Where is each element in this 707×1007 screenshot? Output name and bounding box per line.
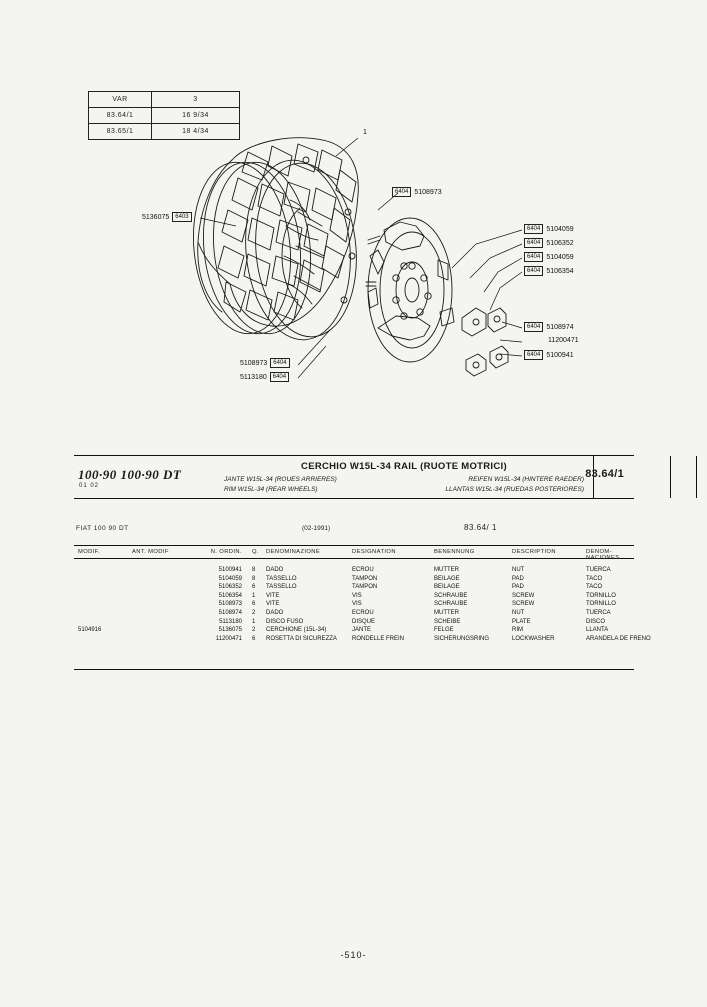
cell-q: 6 <box>252 635 256 642</box>
cell-ordin: 5106354 <box>218 592 242 599</box>
var-row-code: 83.65/1 <box>89 124 152 140</box>
callout-11200471: 11200471 <box>548 337 579 344</box>
var-row-code: 83.64/1 <box>89 108 152 124</box>
title-block <box>74 455 634 499</box>
var-row-value: 18 4/34 <box>152 124 240 140</box>
table-row <box>74 593 634 602</box>
cell-dsc: SCREW <box>512 601 535 608</box>
header-benennung: BENENNUNG <box>434 549 475 555</box>
cell-ordin: 5136075 <box>218 627 242 634</box>
callout-5104059-b: 6404 5104059 <box>524 252 574 262</box>
table-row <box>74 576 634 585</box>
cell-dsc: LOCKWASHER <box>512 635 555 642</box>
header-n-ordin: N. ORDIN. <box>210 549 242 555</box>
assembly-title: CERCHIO W15L-34 RAIL (RUOTE MOTRICI) <box>301 461 507 472</box>
callout-5106352: 6404 5106352 <box>524 238 574 248</box>
cell-q: 1 <box>252 618 256 625</box>
var-header-label: VAR <box>89 92 152 108</box>
cell-den: ROSETTA DI SICUREZZA <box>266 635 337 642</box>
cell-dsc: SCREW <box>512 592 535 599</box>
cell-den: VITE <box>266 592 280 599</box>
cell-modif: 5104916 <box>78 627 102 634</box>
cell-ben: SCHEIBE <box>434 618 461 625</box>
model-subcodes: 01 02 <box>79 483 100 489</box>
table-row <box>74 584 634 593</box>
cell-den: DADO <box>266 609 284 616</box>
cell-ordin: 5104059 <box>218 575 242 582</box>
cell-ordin: 5108974 <box>218 609 242 616</box>
cell-den: TASSELLO <box>266 575 297 582</box>
callout-5100941: 6404 5100941 <box>524 350 574 360</box>
cell-ben: SCHRAUBE <box>434 592 468 599</box>
cell-dsc: PLATE <box>512 618 531 625</box>
cell-des: ECROU <box>352 609 374 616</box>
drawing-svg <box>0 60 707 460</box>
parts-table-header <box>74 545 634 559</box>
cell-q: 8 <box>252 567 256 573</box>
title-block-center <box>224 461 584 495</box>
model-names: 100·90 100·90 DT <box>78 467 182 482</box>
page-number: -510- <box>340 950 367 960</box>
header-denominazione: DENOMINAZIONE <box>266 549 321 555</box>
cell-ben: BEILAGE <box>434 584 460 591</box>
table-row <box>74 635 651 645</box>
cell-dsc: RIM <box>512 627 523 634</box>
header-description: DESCRIPTION <box>512 549 557 555</box>
cell-ben: MUTTER <box>434 609 459 616</box>
cell-q: 2 <box>252 627 256 634</box>
cell-ordin: 5100941 <box>218 567 242 573</box>
cell-den: DISCO FUSO <box>266 618 304 625</box>
cell-dnm: TACO <box>586 584 603 591</box>
cell-ben: SICHERUNGSRING <box>434 635 490 642</box>
cell-dnm: TORNILLO <box>586 592 616 599</box>
technical-drawing <box>0 60 707 460</box>
model-label: FIAT 100 90 DT <box>76 525 129 532</box>
callout-5106354: 6404 5106354 <box>524 266 574 276</box>
table-row <box>74 619 634 628</box>
revision-date: (02-1991) <box>302 525 331 532</box>
cell-dsc: PAD <box>512 584 524 591</box>
header-denominaciones: DENOM-NACIONES <box>586 549 620 561</box>
cell-q: 6 <box>252 601 256 608</box>
cell-q: 6 <box>252 584 256 591</box>
cell-dsc: NUT <box>512 609 525 616</box>
cell-dnm: TACO <box>586 575 603 582</box>
cell-des: TAMPON <box>352 575 378 582</box>
header-ant-modif: ANT. MODIF <box>132 549 169 555</box>
callout-5108974: 6404 5108974 <box>524 322 574 332</box>
cell-ben: SCHRAUBE <box>434 601 468 608</box>
cell-q: 2 <box>252 609 256 616</box>
cell-ben: MUTTER <box>434 567 459 573</box>
table-row <box>74 610 634 619</box>
cell-ordin: 5106352 <box>218 584 242 591</box>
callout-5108973-top: 6404 5108973 <box>392 187 442 197</box>
cell-dnm: ARANDELA DE FRENO <box>586 635 651 642</box>
assembly-title-en: RIM W15L-34 (REAR WHEELS) <box>224 486 318 493</box>
cell-dnm: LLANTA <box>586 627 609 634</box>
callout-5108973-bottom: 5108973 6404 <box>240 358 290 368</box>
assembly-title-fr: JANTE W15L-34 (ROUES ARRIERES) <box>224 476 337 483</box>
parts-table-body <box>74 559 651 670</box>
var-row-value: 16 9/34 <box>152 108 240 124</box>
cell-dsc: PAD <box>512 575 524 582</box>
callout-5136075: 5136075 6403 <box>142 212 192 222</box>
assembly-title-row-2 <box>224 485 584 495</box>
cell-den: VITE <box>266 601 280 608</box>
cell-des: JANTE <box>352 627 372 634</box>
cell-dnm: TUERCA <box>586 567 611 573</box>
cell-des: VIS <box>352 592 362 599</box>
callout-part-1: 1 <box>363 129 367 136</box>
cell-den: DADO <box>266 567 284 573</box>
assembly-title-row-1 <box>224 475 584 485</box>
cell-dnm: TORNILLO <box>586 601 616 608</box>
cell-dnm: TUERCA <box>586 609 611 616</box>
title-block-divider <box>670 456 671 498</box>
cell-des: VIS <box>352 601 362 608</box>
header-designation: DESIGNATION <box>352 549 396 555</box>
cell-ordin: 5113180 <box>219 618 242 625</box>
cell-den: TASSELLO <box>266 584 297 591</box>
cell-q: 8 <box>252 575 256 582</box>
cell-des: RONDELLE FREIN <box>352 635 405 642</box>
table-row <box>74 627 634 636</box>
cell-dnm: DISCO <box>586 618 606 625</box>
assembly-title-de: REIFEN W15L-34 (HINTERE RAEDER) <box>468 476 584 483</box>
title-block-divider <box>696 456 697 498</box>
header-q: Q. <box>252 549 259 555</box>
cell-ben: FELGE <box>434 627 454 634</box>
parts-table <box>74 545 651 670</box>
cell-des: DISQUE <box>352 618 376 625</box>
cell-den: CERCHIONE (15L-34) <box>266 627 327 634</box>
header-modif: MODIF. <box>78 549 101 555</box>
table-row <box>74 567 634 576</box>
section-number: 83.64/ 1 <box>464 523 497 532</box>
section-code: 83.64/1 <box>585 468 624 480</box>
var-header-value: 3 <box>152 92 240 108</box>
assembly-title-es: LLANTAS W15L-34 (RUEDAS POSTERIORES) <box>445 486 584 493</box>
callout-5113180: 5113180 6404 <box>240 372 289 382</box>
table-row <box>74 601 634 610</box>
cell-des: ECROU <box>352 567 374 573</box>
callout-5104059-a: 6404 5104059 <box>524 224 574 234</box>
cell-q: 1 <box>252 592 256 599</box>
cell-dsc: NUT <box>512 567 525 573</box>
cell-des: TAMPON <box>352 584 378 591</box>
cell-ordin: 5108973 <box>218 601 242 608</box>
cell-ordin: 11200471 <box>215 635 242 642</box>
cell-ben: BEILAGE <box>434 575 460 582</box>
